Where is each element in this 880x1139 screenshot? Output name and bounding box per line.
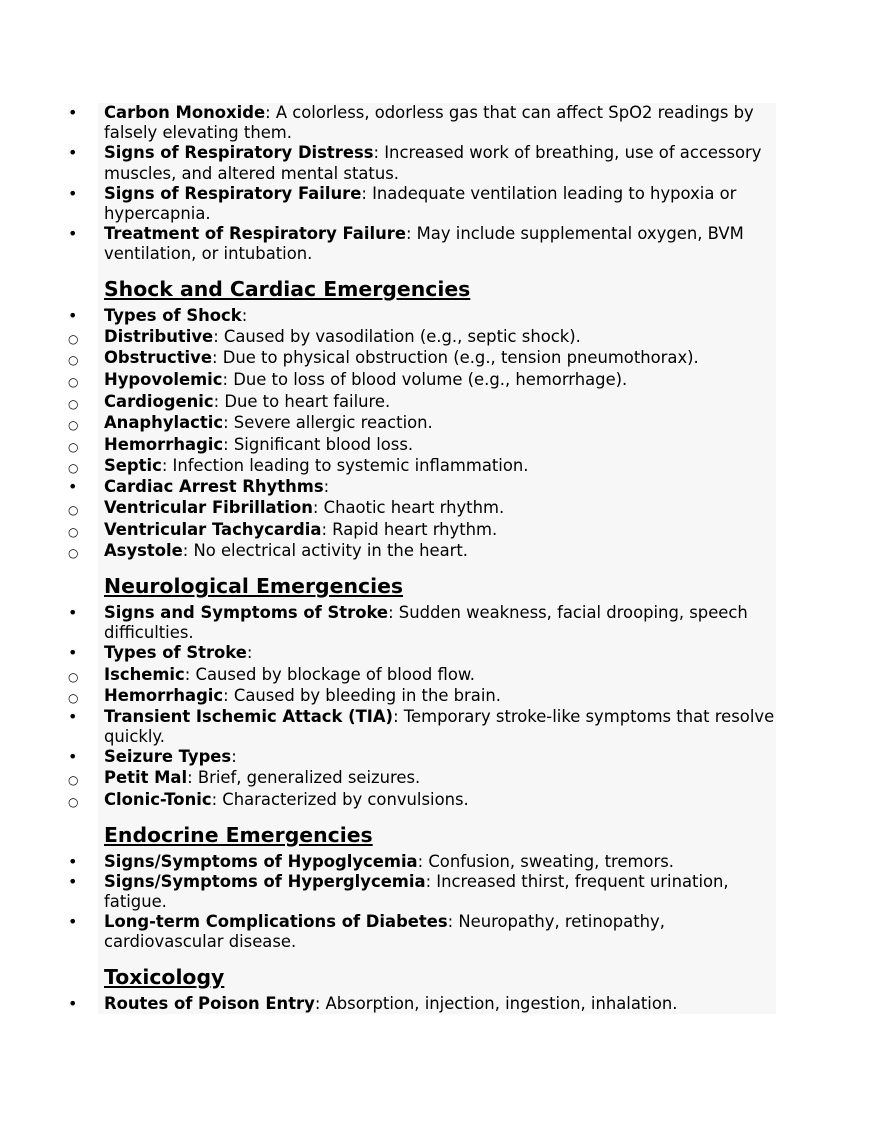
item-label: Distributive bbox=[104, 326, 214, 346]
item-text: : Due to physical obstruction (e.g., tension pneumothorax). bbox=[211, 348, 699, 368]
item-text: : Due to heart failure. bbox=[213, 391, 391, 411]
item-label: Ischemic bbox=[104, 664, 185, 684]
disc-bullet-icon: • bbox=[68, 747, 78, 767]
item-label: Clonic-Tonic bbox=[104, 789, 212, 809]
sub-list-item bbox=[68, 664, 776, 686]
list-item bbox=[68, 143, 776, 183]
circle-bullet-icon: ○ bbox=[68, 396, 79, 411]
disc-bullet-icon: • bbox=[68, 143, 78, 163]
item-text: : Rapid heart rhythm. bbox=[321, 519, 498, 539]
sub-list-item bbox=[68, 434, 776, 456]
disc-bullet-icon: • bbox=[68, 851, 78, 871]
item-text: : Caused by blockage of blood flow. bbox=[184, 664, 475, 684]
item-label: Types of Shock bbox=[104, 305, 242, 325]
section-heading-toxicology: Toxicology bbox=[104, 964, 225, 989]
item-text: : bbox=[323, 476, 330, 496]
list-item bbox=[68, 871, 776, 912]
disc-bullet-icon: • bbox=[68, 643, 78, 663]
item-text: : May include supplemental oxygen, BVM ventilation, or intubation. bbox=[104, 224, 744, 264]
item-text: : Absorption, injection, ingestion, inhalation. bbox=[314, 993, 678, 1013]
circle-bullet-icon: ○ bbox=[68, 691, 79, 706]
item-label: Signs/Symptoms of Hypoglycemia bbox=[104, 851, 418, 871]
item-label: Ventricular Fibrillation bbox=[104, 498, 313, 518]
document-content bbox=[68, 103, 776, 1014]
item-text: : Infection leading to systemic inflammation. bbox=[161, 456, 529, 476]
item-label: Anaphylactic bbox=[104, 413, 224, 433]
disc-bullet-icon: • bbox=[68, 993, 78, 1013]
item-label: Transient Ischemic Attack (TIA) bbox=[104, 706, 394, 726]
sub-list-item bbox=[68, 391, 776, 413]
item-text: : Significant blood loss. bbox=[223, 434, 414, 454]
circle-bullet-icon: ○ bbox=[68, 418, 79, 433]
circle-bullet-icon: ○ bbox=[68, 461, 79, 476]
sub-list-item bbox=[68, 540, 776, 562]
item-text: : Caused by bleeding in the brain. bbox=[223, 686, 501, 706]
item-text: : Chaotic heart rhythm. bbox=[312, 498, 505, 518]
item-text: : A colorless, odorless gas that can affect SpO2 readings by falsely elevating them. bbox=[104, 103, 754, 143]
item-text: : No electrical activity in the heart. bbox=[182, 541, 469, 561]
item-label: Types of Stroke bbox=[104, 643, 247, 663]
item-label: Signs/Symptoms of Hyperglycemia bbox=[104, 871, 426, 891]
item-text: : Caused by vasodilation (e.g., septic shock). bbox=[213, 326, 581, 346]
circle-bullet-icon: ○ bbox=[68, 439, 79, 454]
item-label: Petit Mal bbox=[104, 768, 188, 788]
sub-list-item bbox=[68, 519, 776, 541]
circle-bullet-icon: ○ bbox=[68, 503, 79, 518]
sub-list-item bbox=[68, 497, 776, 519]
item-text: : Sudden weakness, facial drooping, speech difficulties. bbox=[104, 602, 748, 643]
item-label: Ventricular Tachycardia bbox=[104, 519, 322, 539]
disc-bullet-icon: • bbox=[68, 871, 78, 891]
list-item bbox=[68, 305, 776, 326]
sub-list-item bbox=[68, 685, 776, 707]
item-text: : Severe allergic reaction. bbox=[223, 413, 433, 433]
circle-bullet-icon: ○ bbox=[68, 546, 79, 561]
disc-bullet-icon: • bbox=[68, 476, 78, 496]
item-label: Asystole bbox=[104, 541, 183, 561]
item-label: Treatment of Respiratory Failure bbox=[104, 224, 406, 244]
item-label: Hemorrhagic bbox=[104, 686, 224, 706]
list-item bbox=[68, 224, 776, 264]
item-label: Signs and Symptoms of Stroke bbox=[104, 602, 389, 622]
disc-bullet-icon: • bbox=[68, 224, 78, 244]
circle-bullet-icon: ○ bbox=[68, 331, 79, 346]
item-text: : bbox=[231, 747, 237, 767]
item-label: Signs of Respiratory Failure bbox=[104, 183, 362, 203]
item-text: : Increased work of breathing, use of accessory muscles, and altered mental status. bbox=[104, 143, 762, 183]
list-item bbox=[68, 103, 776, 143]
disc-bullet-icon: • bbox=[68, 602, 78, 622]
sub-list-item bbox=[68, 347, 776, 369]
item-text: : Characterized by convulsions. bbox=[211, 789, 469, 809]
circle-bullet-icon: ○ bbox=[68, 524, 79, 539]
document-body bbox=[68, 103, 776, 1014]
item-label: Hypovolemic bbox=[104, 370, 223, 390]
list-item bbox=[68, 643, 776, 663]
sub-list-item bbox=[68, 789, 776, 811]
item-text: : bbox=[241, 305, 248, 325]
item-label: Seizure Types bbox=[104, 747, 232, 767]
circle-bullet-icon: ○ bbox=[68, 794, 79, 809]
list-item bbox=[68, 912, 776, 952]
list-item bbox=[68, 747, 776, 767]
item-label: Routes of Poison Entry bbox=[104, 993, 315, 1013]
item-label: Cardiac Arrest Rhythms bbox=[104, 476, 324, 496]
item-text: : Temporary stroke-like symptoms that resolve quickly. bbox=[104, 706, 775, 746]
list-item bbox=[68, 602, 776, 643]
disc-bullet-icon: • bbox=[68, 305, 78, 325]
list-item bbox=[68, 851, 776, 872]
item-text: : Neuropathy, retinopathy, cardiovascular disease. bbox=[104, 912, 665, 952]
item-label: Signs of Respiratory Distress bbox=[104, 143, 374, 163]
list-item bbox=[68, 706, 776, 747]
item-text: : Increased thirst, frequent urination, fatigue. bbox=[104, 871, 729, 911]
section-heading-shock-and-cardiac-emergencies: Shock and Cardiac Emergencies bbox=[104, 276, 471, 301]
item-text: : Inadequate ventilation leading to hypoxia or hypercapnia. bbox=[104, 183, 737, 224]
sub-list-item bbox=[68, 412, 776, 434]
disc-bullet-icon: • bbox=[68, 103, 78, 122]
circle-bullet-icon: ○ bbox=[68, 375, 79, 390]
list-item bbox=[68, 993, 776, 1014]
sub-list-item bbox=[68, 369, 776, 391]
item-text: : Due to loss of blood volume (e.g., hemorrhage). bbox=[222, 370, 628, 390]
item-label: Long-term Complications of Diabetes bbox=[104, 912, 448, 932]
list-item bbox=[68, 476, 776, 497]
list-item bbox=[68, 183, 776, 224]
item-label: Hemorrhagic bbox=[104, 434, 224, 454]
section-heading-endocrine-emergencies: Endocrine Emergencies bbox=[104, 822, 373, 847]
disc-bullet-icon: • bbox=[68, 183, 78, 203]
circle-bullet-icon: ○ bbox=[68, 353, 79, 368]
circle-bullet-icon: ○ bbox=[68, 773, 79, 788]
item-text: : Brief, generalized seizures. bbox=[187, 768, 421, 788]
item-label: Septic bbox=[104, 456, 162, 476]
disc-bullet-icon: • bbox=[68, 706, 78, 726]
item-label: Carbon Monoxide bbox=[104, 103, 266, 122]
item-label: Obstructive bbox=[104, 348, 212, 368]
sub-list-item bbox=[68, 455, 776, 477]
item-label: Cardiogenic bbox=[104, 391, 214, 411]
item-text: : Confusion, sweating, tremors. bbox=[417, 851, 674, 871]
section-heading-neurological-emergencies: Neurological Emergencies bbox=[104, 573, 404, 598]
disc-bullet-icon: • bbox=[68, 912, 78, 932]
item-text: : bbox=[246, 643, 253, 663]
circle-bullet-icon: ○ bbox=[68, 669, 79, 684]
sub-list-item bbox=[68, 326, 776, 348]
sub-list-item bbox=[68, 767, 776, 789]
